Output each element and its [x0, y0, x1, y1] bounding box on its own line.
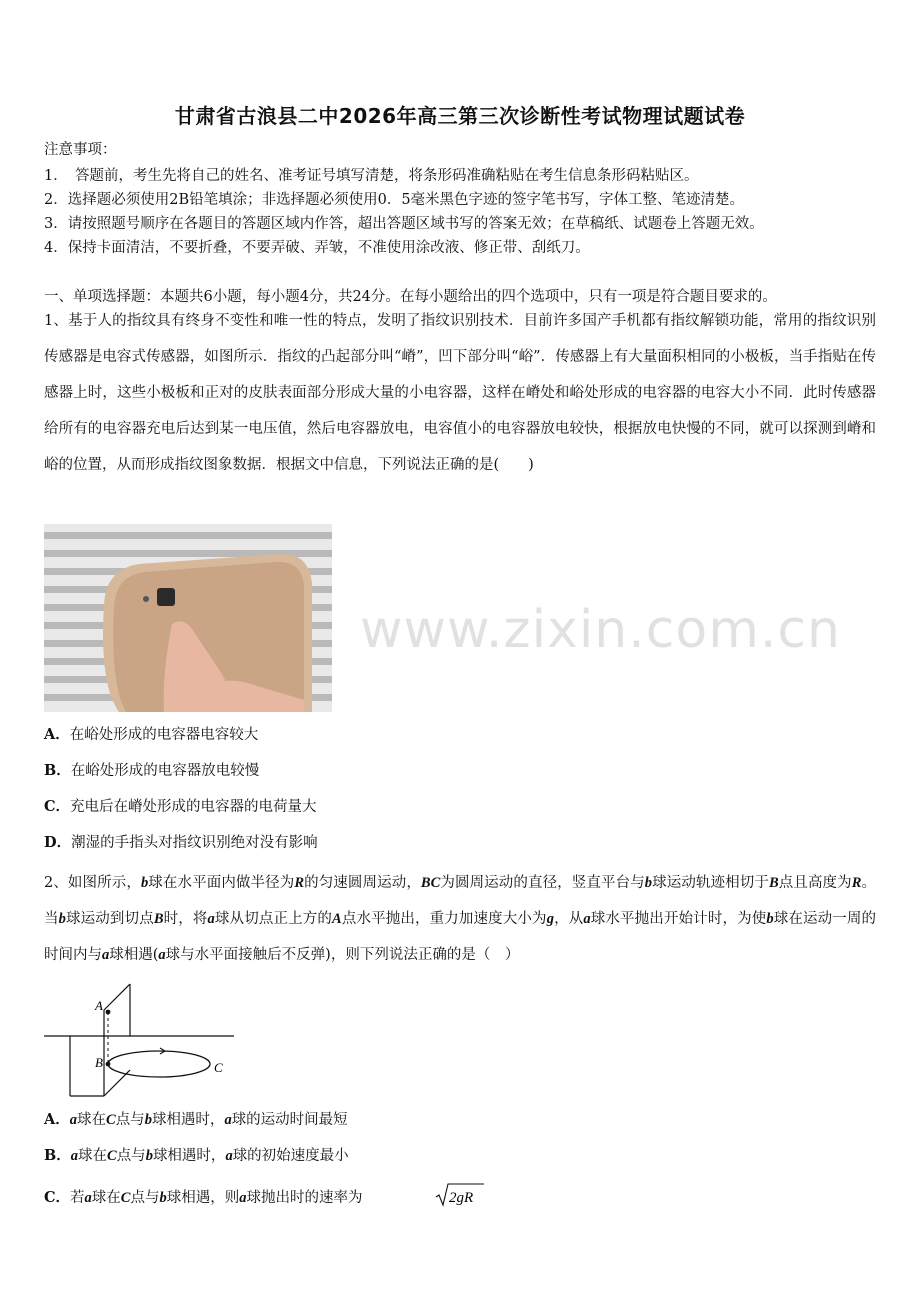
q1-stem: 1、基于人的指纹具有终身不变性和唯一性的特点，发明了指纹识别技术．目前许多国产手机都有指纹解锁功能，常用的指纹识别传感器是电容式传感器，如图所示．指纹的凸起部分叫“嵴”，凹下部分叫“峪”．传感器上有大量面积相同的小极板，当手指贴在传感器上时，这些小极板和正对的皮肤表面部分形成大量的小电容器，这样在嵴处和峪处形成的电容器的电容大小不同．此时传感器给所有的电容器充电后达到某一电压值，然后电容器放电，电容值小的电容器放电较快，根据放电快慢的不同，就可以探测到嵴和峪的位置，从而形成指纹图象数据．根据文中信息，下列说法正确的是( ) — [44, 313, 876, 473]
circular-motion-diagram — [44, 980, 244, 1100]
q1-option-d: D．潮湿的手指头对指纹识别绝对没有影响 — [44, 834, 318, 851]
q1-option-b: B．在峪处形成的电容器放电较慢 — [44, 762, 260, 779]
q1-option-c: C．充电后在嵴处形成的电容器的电荷量大 — [44, 798, 317, 815]
notice-item-2: 2．选择题必须使用2B铅笔填涂；非选择题必须使用0．5毫米黑色字迹的签字笔书写，字体工整、笔迹清楚。 — [44, 192, 745, 208]
notice-item-1: 1． 答题前，考生先将自己的姓名、准考证号填写清楚，将条形码准确粘贴在考生信息条形码粘贴区。 — [44, 168, 699, 184]
q2-stem: 2、如图所示，b球在水平面内做半径为R的匀速圆周运动，BC为圆周运动的直径，竖直平台与b球运动轨迹相切于B点且高度为R。当b球运动到切点B时，将a球从切点正上方的A点水平抛出，重力加速度大小为g，从a球水平抛出开始计时，为使b球在运动一周的时间内与a球相遇(a球与水平面接触后不反弹)，则下列说法正确的是（ ） — [44, 875, 877, 963]
sqrt-radicand: 2gR — [449, 1190, 474, 1206]
watermark: www.zixin.com.cn — [360, 600, 841, 660]
q2-option-c: C．若a球在C点与b球相遇，则a球抛出时的速率为 — [44, 1189, 363, 1206]
q2-option-a: A．a球在C点与b球相遇时，a球的运动时间最短 — [44, 1111, 348, 1128]
notice-item-4: 4．保持卡面清洁，不要折叠，不要弄破、弄皱，不准使用涂改液、修正带、刮纸刀。 — [44, 240, 590, 256]
notice-item-3: 3．请按照题号顺序在各题目的答题区域内作答，超出答题区域书写的答案无效；在草稿纸、试题卷上答题无效。 — [44, 216, 764, 232]
q1-option-a: A．在峪处形成的电容器电容较大 — [44, 726, 259, 743]
label-b: B — [95, 1055, 103, 1070]
section-heading: 一、单项选择题：本题共6小题，每小题4分，共24分。在每小题给出的四个选项中，只有一项是符合题目要求的。 — [44, 289, 777, 305]
fingerprint-phone-photo — [44, 524, 332, 712]
q2-option-b: B．a球在C点与b球相遇时，a球的初始速度最小 — [44, 1147, 349, 1164]
label-c: C — [214, 1060, 223, 1075]
notice-heading: 注意事项： — [44, 142, 117, 158]
label-a: A — [95, 998, 103, 1013]
sqrt-expression — [435, 1182, 485, 1212]
page-title: 甘肃省古浪县二中2026年高三第三次诊断性考试物理试题试卷 — [174, 104, 746, 128]
